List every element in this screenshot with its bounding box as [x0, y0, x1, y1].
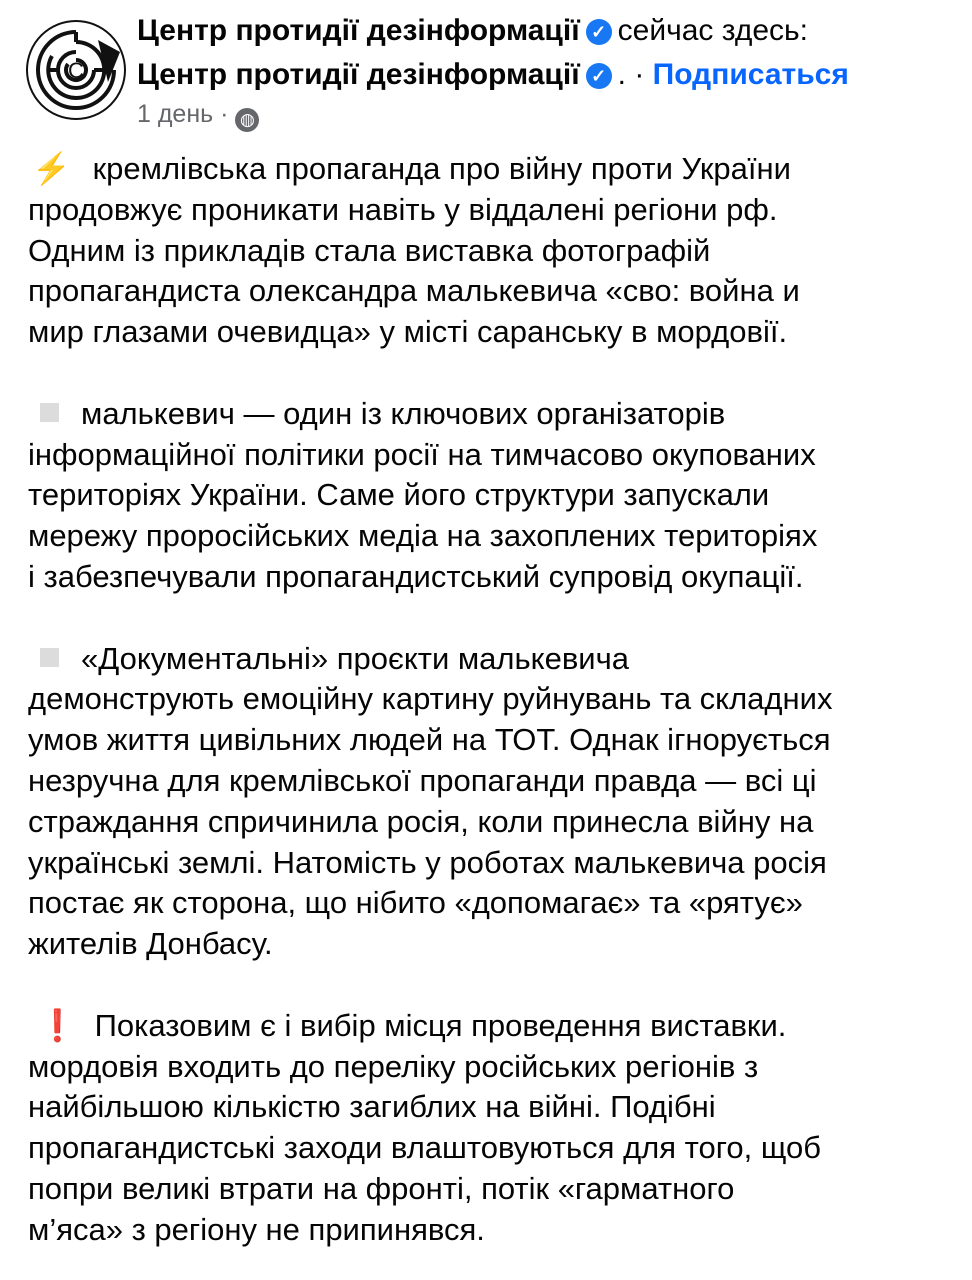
maze-logo-icon — [28, 22, 124, 118]
line-text: постає як сторона, що нібито «допомагає» та «рятує» — [28, 885, 803, 921]
line-text: мережу проросійських медіа на захоплених територіях — [28, 518, 818, 554]
line-text: мир глазами очевидца» у місті саранську в мордовії. — [28, 314, 788, 350]
post-line — [28, 557, 832, 598]
paragraph-gap — [28, 353, 832, 394]
verified-badge-icon: ✓ — [586, 19, 612, 45]
separator: . · — [617, 58, 645, 91]
line-text: пропагандистські заходи влаштовуються для того, щоб — [28, 1130, 821, 1166]
line-text: незручна для кремлівської пропаганди правда — всі ці — [28, 762, 817, 798]
line-text: територіях України. Саме його структури запускали — [28, 477, 770, 513]
follow-button[interactable]: Подписаться — [652, 58, 849, 91]
post-line — [28, 1128, 832, 1169]
post-line — [28, 761, 832, 802]
avatar[interactable] — [26, 20, 126, 120]
author-name[interactable]: Центр протидії дезінформації — [137, 14, 580, 47]
post-line — [28, 1210, 832, 1251]
line-text: «Документальні» проєкти малькевича — [81, 640, 629, 676]
post-line — [28, 883, 832, 924]
post-line — [28, 312, 832, 353]
post-line — [28, 231, 832, 272]
line-text: попри великі втрати на фронті, потік «гарматного — [28, 1170, 735, 1206]
header-line-1 — [137, 13, 808, 49]
line-text: Одним із прикладів стала виставка фотографій — [28, 232, 711, 268]
line-text: страждання спричинила росія, коли принесла війну на — [28, 803, 814, 839]
line-text: малькевич — один із ключових організаторів — [81, 395, 726, 431]
post-time[interactable]: 1 день — [137, 100, 214, 128]
post-line — [28, 475, 832, 516]
post-line — [28, 516, 832, 557]
line-text: українські землі. Натомість у роботах малькевича росія — [28, 844, 827, 880]
meta-dot: · — [220, 100, 229, 128]
post-line — [28, 924, 832, 965]
post-line — [28, 190, 832, 231]
post-body — [28, 149, 832, 1251]
line-text: і забезпечували пропагандистський супровід окупації. — [28, 558, 804, 594]
post-meta — [137, 100, 259, 132]
square-bullet-icon — [40, 648, 59, 667]
line-text: кремлівська пропаганда про війну проти України — [92, 151, 791, 186]
post-line — [28, 1169, 832, 1210]
line-text: пропагандиста олександра малькевича «сво: война и — [28, 273, 800, 309]
post-line — [28, 149, 832, 190]
post-line — [28, 843, 832, 884]
line-text: демонструють емоційну картину руйнувань та складних — [28, 681, 833, 717]
line-text: найбільшою кількістю загиблих на війні. Подібні — [28, 1089, 716, 1125]
line-text: мордовія входить до переліку російських регіонів з — [28, 1048, 759, 1084]
post-line — [28, 271, 832, 312]
header-line-2 — [137, 57, 849, 93]
post-line — [28, 394, 832, 435]
post-line — [28, 1047, 832, 1088]
post-line — [28, 802, 832, 843]
now-here-text: сейчас здесь: — [617, 14, 808, 47]
post-line — [28, 679, 832, 720]
line-text: продовжує проникати навіть у віддалені регіони рф. — [28, 191, 778, 227]
post-line — [28, 639, 832, 680]
page-name[interactable]: Центр протидії дезінформації — [137, 58, 580, 91]
verified-badge-icon: ✓ — [586, 63, 612, 89]
globe-icon: ◍ — [235, 108, 259, 132]
paragraph-gap — [28, 965, 832, 1006]
square-bullet-icon — [40, 403, 59, 422]
paragraph-gap — [28, 598, 832, 639]
post-line — [28, 1006, 832, 1047]
svg-text:C: C — [68, 58, 84, 83]
lightning-icon: ⚡ — [32, 151, 71, 186]
post-line — [28, 720, 832, 761]
line-text: м’яса» з регіону не припинявся. — [28, 1211, 485, 1247]
line-text: умов життя цивільних людей на ТОТ. Однак ігнорується — [28, 722, 831, 758]
line-text: жителів Донбасу. — [28, 926, 273, 962]
post-line — [28, 1087, 832, 1128]
line-text: Показовим є і вибір місця проведення виставки. — [94, 1007, 787, 1043]
exclamation-icon: ❗ — [38, 1007, 77, 1043]
post-line — [28, 435, 832, 476]
line-text: інформаційної політики росії на тимчасово окупованих — [28, 436, 816, 472]
